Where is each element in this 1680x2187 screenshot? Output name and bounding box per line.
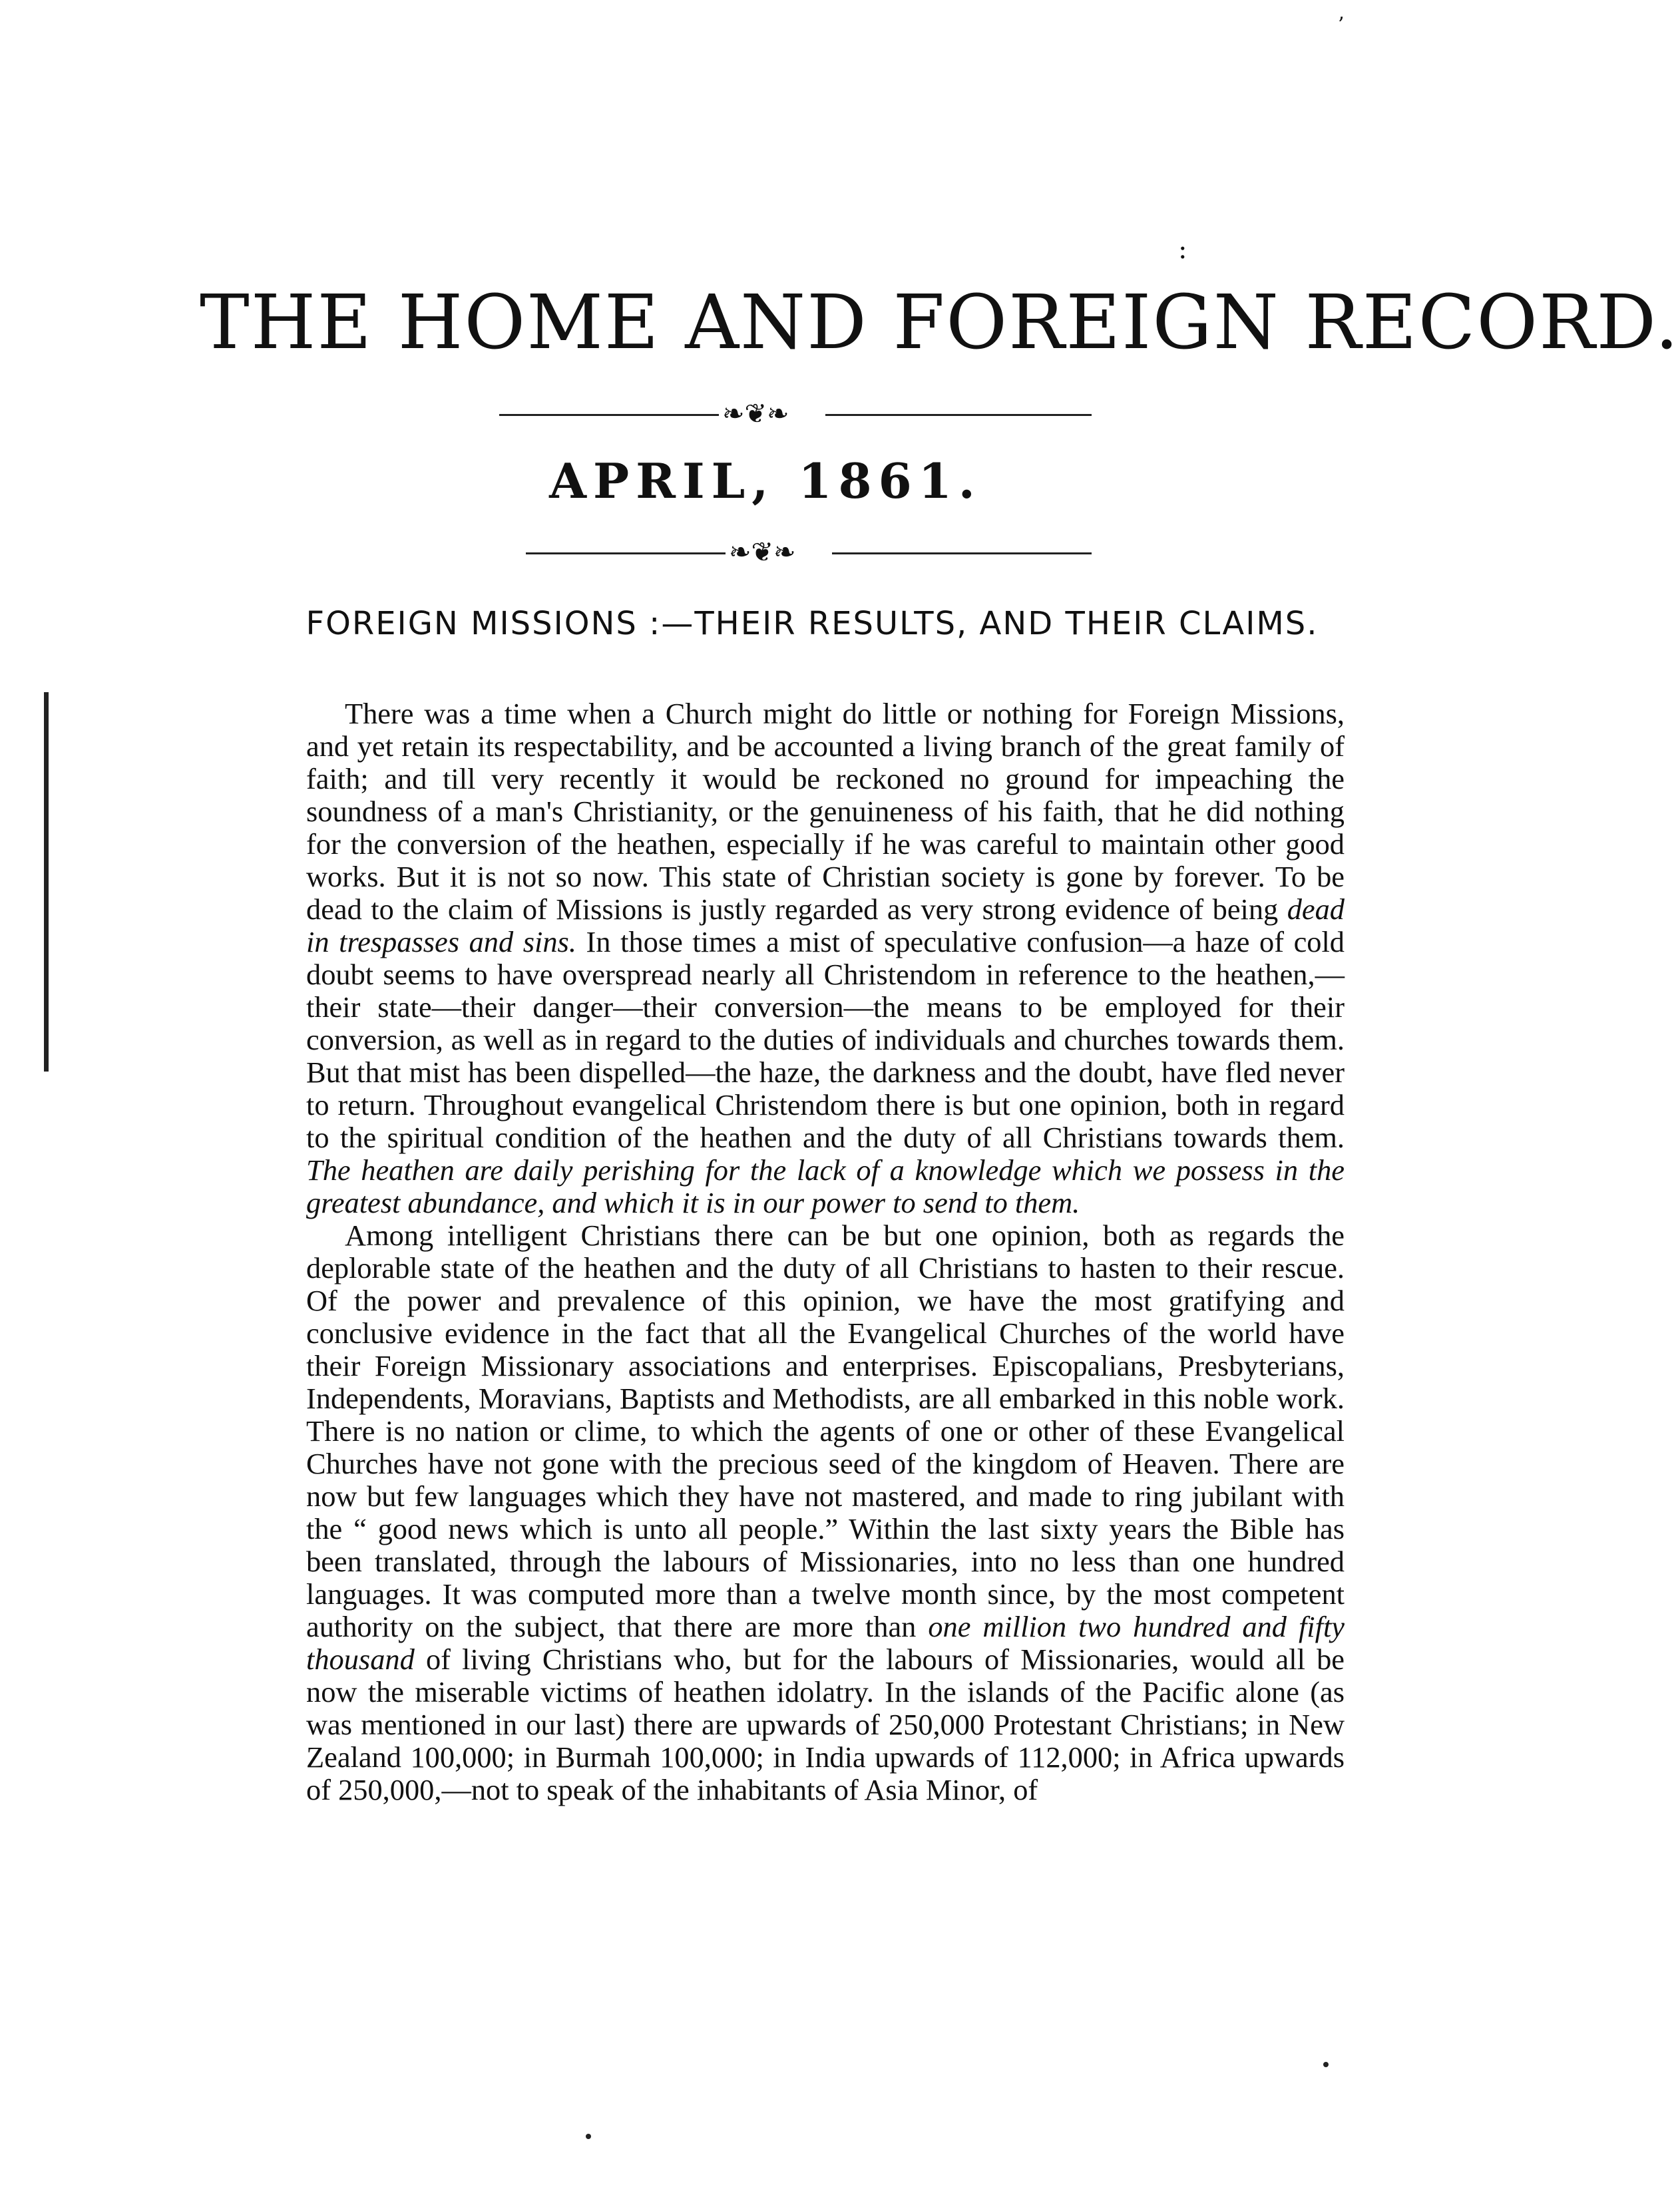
paragraph-text: There was a time when a Church might do little or nothing for Foreign Missions, and yet retain its respectability, and be accounted a living branch of the great family of faith; and till very recently it would be reckoned no ground for impeaching the soundness of a man's Christianity, or the genuineness of his faith, that he did nothing for the conversion of the heathen, especially if he was careful to maintain other good works. But it is not so now. This state of Christian society is gone by forever. To be dead to the claim of Missions is justly regarded as very strong evidence of being — [306, 697, 1345, 926]
italic-text: The heathen are daily perishing for the lack of a knowledge which we possess in the greatest abundance, and which it is in our power to send to them. — [306, 1153, 1345, 1219]
italic-text: dead in trespasses and sins. — [306, 893, 1345, 958]
stray-dot — [1323, 2062, 1329, 2067]
stray-dot — [586, 2134, 591, 2139]
ornamental-rule-left — [499, 414, 719, 416]
ornamental-rule-left — [526, 552, 726, 554]
article-heading: FOREIGN MISSIONS :—THEIR RESULTS, AND THEIR CLAIMS. — [306, 605, 1319, 642]
paragraph-text: Among intelligent Christians there can be but one opinion, both as regards the deplorable state of the heathen and the duty of all Christians to hasten to their rescue. Of the power and prevalence of this opinion, we have the most gratifying and conclusive evidence in the fact that all the Evangelical Churches of the world have their Foreign Missionary associations and enterprises. Episcopalians, Presbyterians, Independents, Moravians, Baptists and Methodists, are all embarked in this noble work. There is no nation or clime, to which the agents of one or other of these Evangelical Churches have not gone with the precious seed of the kingdom of Heaven. There are now but few languages which they have not mastered, and made to ring jubilant with the “ good news which is unto all people.” Within the last sixty years the Bible has been translated, through the labours of Missionaries, into no less than one hundred languages. It was computed more than a twelve month since, by the most competent authority on the subject, that there are more than — [306, 1219, 1345, 1643]
margin-bar — [44, 692, 49, 1072]
issue-date: APRIL, 1861. — [549, 453, 982, 509]
paragraph-text: In those times a mist of speculative confusion—a haze of cold doubt seems to have overspread nearly all Christendom in reference to the heathen,—their state—their danger—their conversion—the means to be employed for their conversion, as well as in regard to the duties of individuals and churches towards them. But that mist has been dispelled—the haze, the darkness and the doubt, have fled never to return. Throughout evangelical Christendom there is but one opinion, both in regard to the spiritual condition of the heathen and the duty of all Christians towards them. — [306, 925, 1345, 1154]
ornament-icon: ❧❦❧ — [722, 399, 789, 429]
ornamental-rule-right — [825, 414, 1092, 416]
ornamental-rule-right — [832, 552, 1092, 554]
masthead-title: THE HOME AND FOREIGN RECORD. — [200, 280, 1680, 366]
paragraph-text: of living Christians who, but for the labours of Missionaries, would all be now the miserable victims of heathen idolatry. In the islands of the Pacific alone (as was mentioned in our last) there are upwards of 250,000 Protestant Christians; in New Zealand 100,000; in Burmah 100,000; in India upwards of 112,000; in Africa upwards of 250,000,—not to speak of the inhabitants of Asia Minor, of — [306, 1643, 1345, 1806]
italic-text: one million two hundred and fifty thousand — [306, 1610, 1345, 1676]
ornament-icon: ❧❦❧ — [729, 537, 796, 568]
article-body — [306, 697, 1345, 1806]
paragraph-2 — [306, 1219, 1345, 1806]
colon-mark: : — [1178, 234, 1187, 265]
paragraph-1 — [306, 697, 1345, 1219]
corner-mark: ’ — [1338, 13, 1345, 37]
